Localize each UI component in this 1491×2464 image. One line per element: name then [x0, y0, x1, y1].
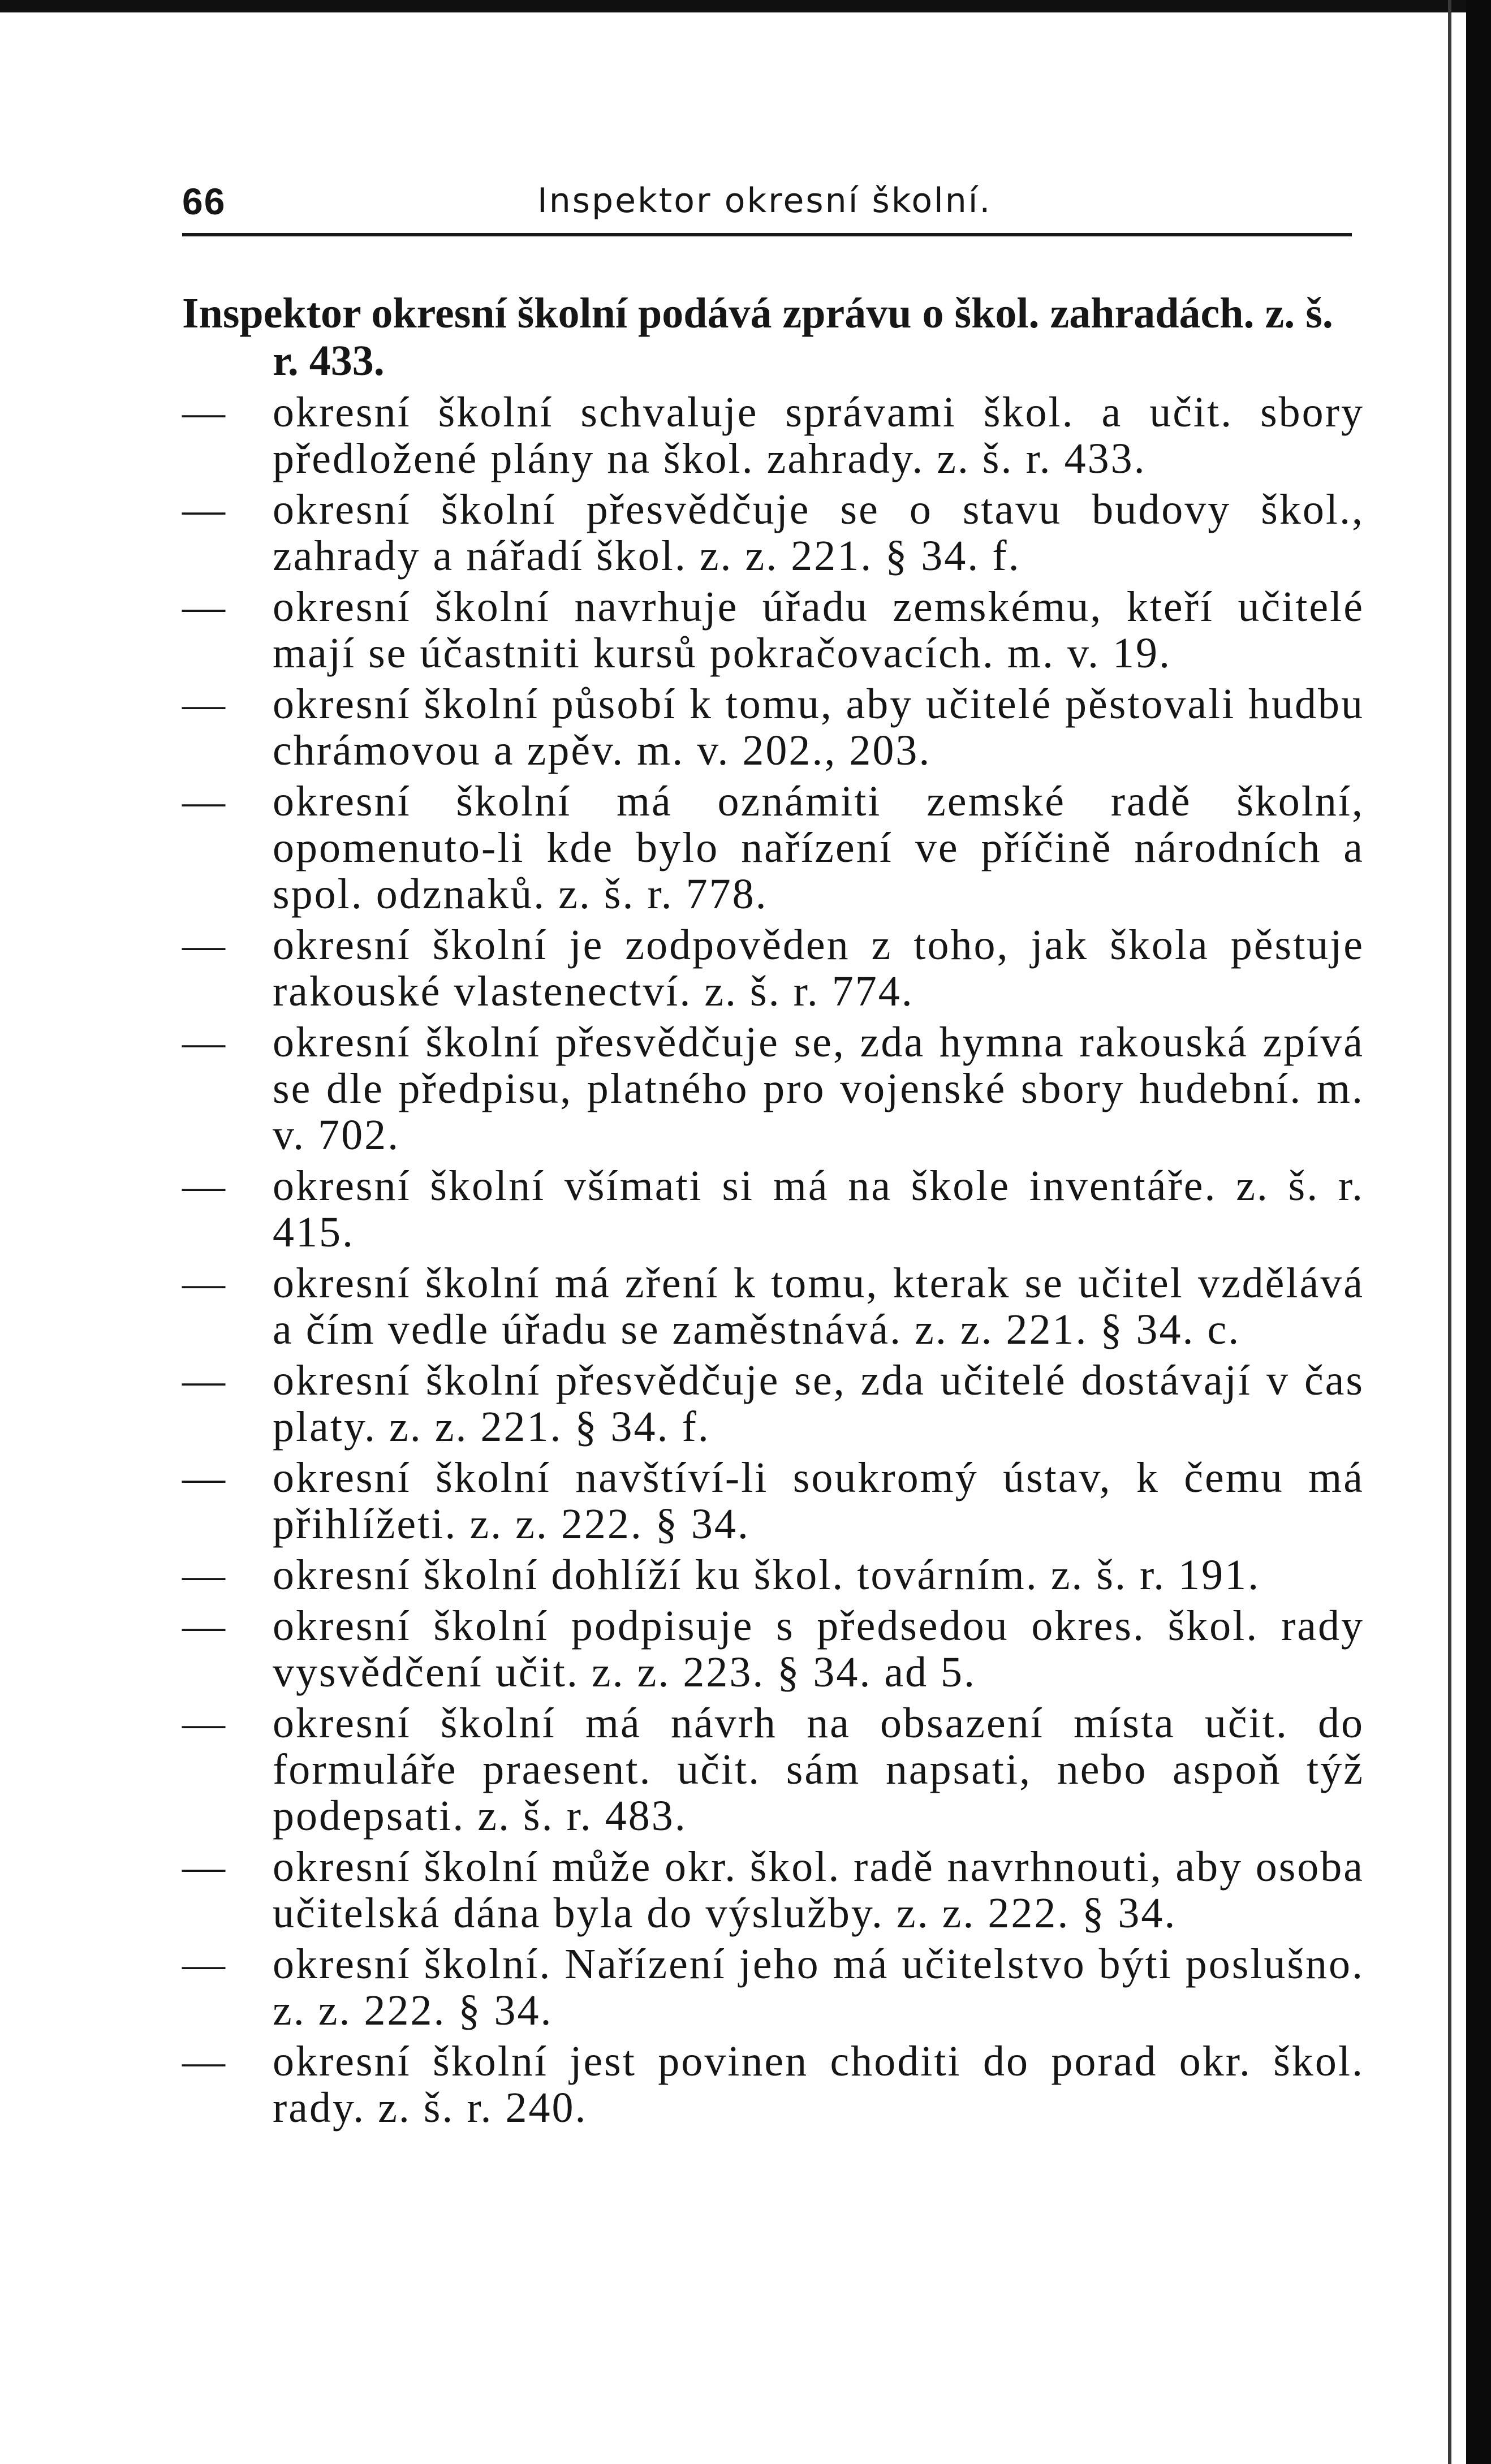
entry-text: okresní školní může okr. škol. radě navrhnouti, aby osoba učitelská dána byla do výslužby. z. z. 222. § 34. — [273, 1843, 1364, 1937]
index-entry — [182, 2038, 1364, 2131]
index-entry — [182, 1357, 1364, 1450]
entry-text: okresní školní navštíví-li soukromý ústav, k čemu má přihlížeti. z. z. 222. § 34. — [273, 1454, 1364, 1548]
index-entry — [182, 1700, 1364, 1839]
index-entry — [182, 1603, 1364, 1695]
entry-dash: — — [182, 680, 225, 728]
entry-dash: — — [182, 778, 225, 825]
entry-dash: — — [182, 2038, 225, 2085]
entry-text: okresní školní má oznámiti zemské radě školní, opomenuto-li kde bylo nařízení ve příčině národních a spol. odznaků. z. š. r. 778. — [273, 778, 1364, 918]
entry-dash: — — [182, 1551, 225, 1599]
entry-text: okresní školní přesvědčuje se o stavu budovy škol., zahrady a nářadí škol. z. z. 221. § 34. f. — [273, 486, 1364, 580]
scan-top-edge — [0, 0, 1491, 12]
lead-entry: Inspektor okresní školní podává zprávu o škol. zahradách. z. š. r. 433. — [182, 290, 1333, 385]
entry-dash: — — [182, 1259, 225, 1307]
index-entry — [182, 1019, 1364, 1158]
entry-dash: — — [182, 1162, 225, 1210]
entry-text: okresní školní má zření k tomu, kterak se učitel vzdělává a čím vedle úřadu se zaměstnává. z. z. 221. § 34. c. — [273, 1259, 1364, 1353]
entry-text: okresní školní navrhuje úřadu zemskému, kteří učitelé mají se účastniti kursů pokračovacích. m. v. 19. — [273, 583, 1364, 677]
index-entry — [182, 1941, 1364, 2034]
index-entry — [182, 778, 1364, 917]
index-entry — [182, 389, 1364, 482]
entry-text: okresní školní všímati si má na škole inventáře. z. š. r. 415. — [273, 1162, 1364, 1256]
entry-text: okresní školní dohlíží ku škol. továrním. z. š. r. 191. — [273, 1551, 1261, 1599]
entry-dash: — — [182, 1454, 225, 1501]
entry-dash: — — [182, 1699, 225, 1747]
entry-dash: — — [182, 389, 225, 436]
index-entries — [182, 290, 1364, 2131]
running-header — [182, 170, 1352, 226]
scan-right-edge — [1466, 0, 1491, 2464]
entry-dash: — — [182, 1940, 225, 1988]
entry-text: okresní školní působí k tomu, aby učitelé pěstovali hudbu chrámovou a zpěv. m. v. 202., 203. — [273, 680, 1364, 774]
scan-gutter-line — [1448, 0, 1451, 2464]
entry-text: okresní školní je zodpověden z toho, jak škola pěstuje rakouské vlastenectví. z. š. r. 774. — [273, 921, 1364, 1015]
entry-dash: — — [182, 583, 225, 631]
index-entry — [182, 1455, 1364, 1547]
entry-dash: — — [182, 1602, 225, 1650]
entry-text: okresní školní jest povinen choditi do porad okr. škol. rady. z. š. r. 240. — [273, 2038, 1364, 2131]
index-entry — [182, 1552, 1364, 1598]
header-rule — [182, 233, 1352, 236]
index-entry — [182, 584, 1364, 676]
entry-text: okresní školní schvaluje správami škol. a učit. sbory předložené plány na škol. zahrady. z. š. r. 433. — [273, 389, 1364, 482]
index-entry — [182, 1163, 1364, 1255]
entry-dash: — — [182, 921, 225, 969]
entry-dash: — — [182, 1357, 225, 1404]
entry-dash: — — [182, 1843, 225, 1891]
index-entry — [182, 681, 1364, 774]
entry-dash: — — [182, 486, 225, 533]
page-number: 66 — [182, 180, 226, 222]
entry-dash: — — [182, 1019, 225, 1066]
entry-text: okresní školní má návrh na obsazení místa učit. do formuláře praesent. učit. sám napsati, nebo aspoň týž podepsati. z. š. r. 483. — [273, 1699, 1364, 1840]
index-entry — [182, 1844, 1364, 1936]
entry-text: okresní školní podpisuje s předsedou okres. škol. rady vysvědčení učit. z. z. 223. § 34. ad 5. — [273, 1602, 1364, 1696]
entry-text: okresní školní přesvědčuje se, zda hymna rakouská zpívá se dle předpisu, platného pro vojenské sbory hudební. m. v. 702. — [273, 1019, 1364, 1159]
index-entry — [182, 922, 1364, 1015]
index-entry — [182, 486, 1364, 579]
entry-text: okresní školní. Nařízení jeho má učitelstvo býti poslušno. z. z. 222. § 34. — [273, 1940, 1364, 2034]
running-title: Inspektor okresní školní. — [537, 181, 992, 221]
entry-text: okresní školní přesvědčuje se, zda učitelé dostávají v čas platy. z. z. 221. § 34. f. — [273, 1357, 1364, 1451]
index-entry — [182, 1260, 1364, 1353]
